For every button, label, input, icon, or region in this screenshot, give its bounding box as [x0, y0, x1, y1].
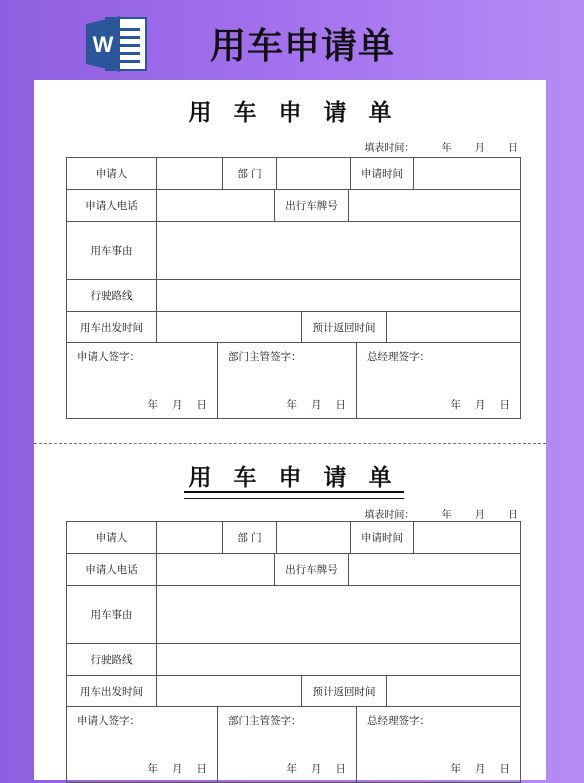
depart-time-field[interactable]: [157, 676, 302, 706]
fill-date-label: 填表时间：: [364, 143, 415, 154]
dept-manager-sign-cell[interactable]: [218, 707, 357, 782]
depart-time-field[interactable]: [157, 312, 302, 342]
reason-label: 用车事由: [67, 586, 157, 643]
return-time-field[interactable]: [387, 676, 520, 706]
fill-date: [364, 139, 518, 154]
dept-manager-sign-label: 部门主管签字：: [228, 351, 302, 363]
return-time-field[interactable]: [387, 312, 520, 342]
department-label: 部 门: [223, 522, 277, 553]
word-document-icon: [84, 14, 150, 74]
plate-number-label: 出行车牌号: [275, 190, 349, 221]
department-field[interactable]: [277, 158, 351, 189]
sign-date: 年 月 日: [147, 399, 207, 411]
form-title: 用车申请单: [188, 99, 414, 126]
applicant-field[interactable]: [157, 158, 223, 189]
route-field[interactable]: [157, 644, 520, 675]
sign-date: 年 月 日: [286, 763, 346, 775]
depart-time-label: 用车出发时间: [67, 312, 157, 342]
fill-date-day: 日: [508, 143, 518, 154]
plate-number-field[interactable]: [349, 190, 520, 221]
return-time-label: 预计返回时间: [302, 312, 387, 342]
route-label: 行驶路线: [67, 280, 157, 311]
application-table: [66, 157, 521, 419]
reason-field[interactable]: [157, 586, 520, 643]
applicant-phone-label: 申请人电话: [67, 554, 157, 585]
applicant-phone-field[interactable]: [157, 190, 275, 221]
reason-label: 用车事由: [67, 222, 157, 279]
table-row: [67, 522, 520, 554]
dept-manager-sign-label: 部门主管签字：: [228, 715, 302, 727]
form-title: 用车申请单: [188, 464, 414, 491]
route-label: 行驶路线: [67, 644, 157, 675]
table-row: [67, 554, 520, 586]
table-row: [67, 158, 520, 190]
gm-sign-label: 总经理签字：: [367, 351, 430, 363]
route-field[interactable]: [157, 280, 520, 311]
table-row: [67, 280, 520, 312]
table-row: [67, 676, 520, 707]
table-row: [67, 190, 520, 222]
table-row: [67, 222, 520, 280]
applicant-sign-label: 申请人签字：: [77, 351, 140, 363]
sign-date: 年 月 日: [286, 399, 346, 411]
apply-time-label: 申请时间: [351, 158, 414, 189]
plate-number-label: 出行车牌号: [275, 554, 349, 585]
cut-line: [34, 443, 546, 444]
title-underline: [184, 491, 404, 499]
applicant-field[interactable]: [157, 522, 223, 553]
fill-date-month: 月: [474, 143, 485, 154]
applicant-sign-label: 申请人签字：: [77, 715, 140, 727]
applicant-phone-label: 申请人电话: [67, 190, 157, 221]
apply-time-field[interactable]: [414, 158, 520, 189]
table-row: [67, 644, 520, 676]
dept-manager-sign-cell[interactable]: [218, 343, 357, 418]
table-row: [67, 707, 520, 782]
gm-sign-cell[interactable]: [357, 343, 520, 418]
fill-date-label: 填表时间：: [364, 510, 415, 521]
fill-date-year: 年: [441, 143, 452, 154]
applicant-label: 申请人: [67, 158, 157, 189]
applicant-sign-cell[interactable]: [67, 707, 218, 782]
fill-date-month: 月: [474, 510, 485, 521]
reason-field[interactable]: [157, 222, 520, 279]
gm-sign-label: 总经理签字：: [367, 715, 430, 727]
return-time-label: 预计返回时间: [302, 676, 387, 706]
fill-date-year: 年: [441, 510, 452, 521]
sign-date: 年 月 日: [450, 399, 510, 411]
apply-time-field[interactable]: [414, 522, 520, 553]
department-field[interactable]: [277, 522, 351, 553]
banner-title: 用车申请单: [210, 26, 396, 67]
table-row: [67, 586, 520, 644]
department-label: 部 门: [223, 158, 277, 189]
apply-time-label: 申请时间: [351, 522, 414, 553]
table-row: [67, 312, 520, 343]
svg-text:W: W: [92, 32, 114, 57]
plate-number-field[interactable]: [349, 554, 520, 585]
fill-date-day: 日: [508, 510, 518, 521]
applicant-sign-cell[interactable]: [67, 343, 218, 418]
gm-sign-cell[interactable]: [357, 707, 520, 782]
sign-date: 年 月 日: [450, 763, 510, 775]
sign-date: 年 月 日: [147, 763, 207, 775]
applicant-phone-field[interactable]: [157, 554, 275, 585]
depart-time-label: 用车出发时间: [67, 676, 157, 706]
applicant-label: 申请人: [67, 522, 157, 553]
table-row: [67, 343, 520, 418]
application-table: [66, 521, 521, 783]
fill-date: [364, 506, 518, 521]
